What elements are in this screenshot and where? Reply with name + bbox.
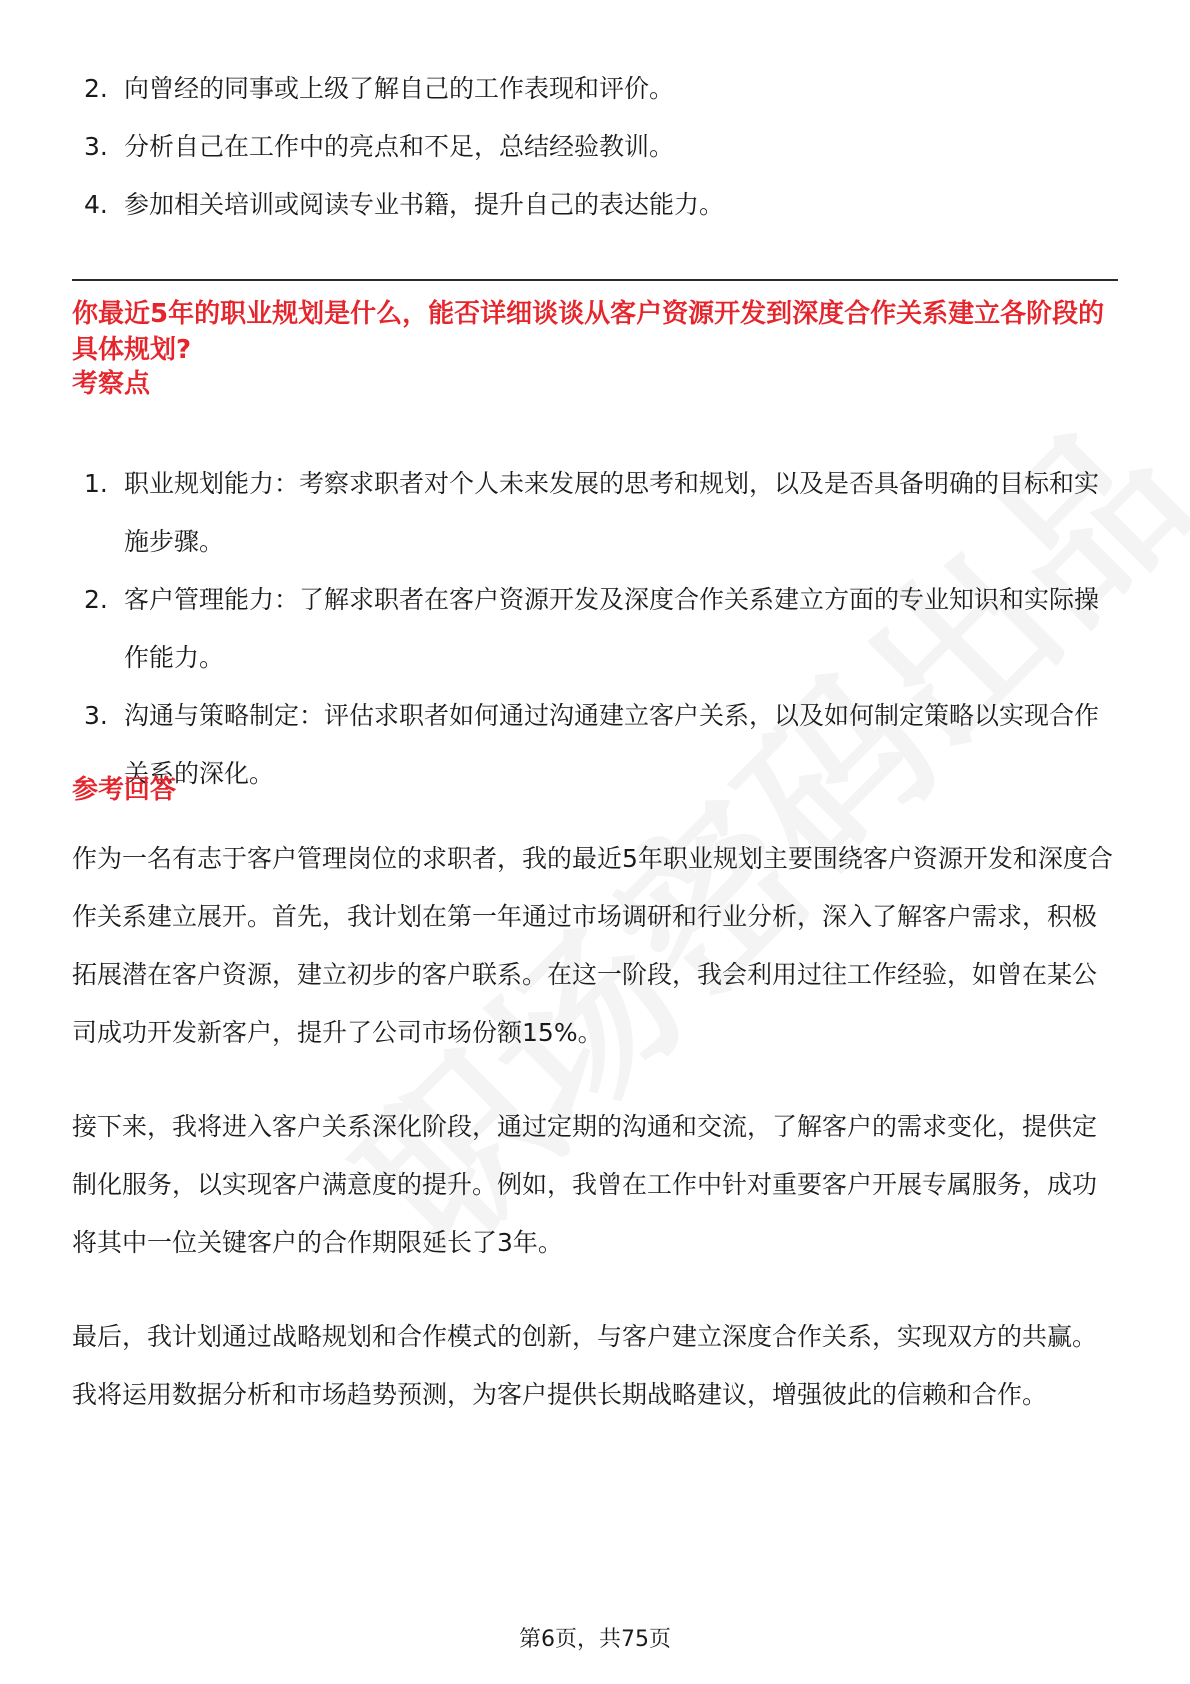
reference-answer-body <box>72 830 1118 1460</box>
list-number: 4. <box>84 190 108 219</box>
question-heading: 你最近5年的职业规划是什么，能否详细谈谈从客户资源开发到深度合作关系建立各阶段的具体规划? <box>72 299 1105 365</box>
list-number: 1. <box>84 469 108 498</box>
list-item <box>84 571 1118 687</box>
list-text: 向曾经的同事或上级了解自己的工作表现和评价。 <box>124 74 675 103</box>
page-footer: 第6页，共75页 <box>519 1627 671 1652</box>
examine-points-list <box>84 455 1118 803</box>
list-text: 职业规划能力：考察求职者对个人未来发展的思考和规划，以及是否具备明确的目标和实施步骤。 <box>124 469 1100 556</box>
list-item <box>84 176 1118 234</box>
list-number: 3. <box>84 701 108 730</box>
list-item <box>84 60 1118 118</box>
document-page <box>72 0 1118 1684</box>
list-text: 分析自己在工作中的亮点和不足，总结经验教训。 <box>124 132 675 161</box>
reference-answer-title: 参考回答 <box>72 775 177 805</box>
previous-list <box>84 60 1118 234</box>
list-item <box>84 455 1118 571</box>
list-number: 2. <box>84 585 108 614</box>
answer-paragraph: 最后，我计划通过战略规划和合作模式的创新，与客户建立深度合作关系，实现双方的共赢。我将运用数据分析和市场趋势预测，为客户提供长期战略建议，增强彼此的信赖和合作。 <box>72 1322 1098 1409</box>
answer-paragraph: 接下来，我将进入客户关系深化阶段，通过定期的沟通和交流，了解客户的需求变化，提供定制化服务，以实现客户满意度的提升。例如，我曾在工作中针对重要客户开展专属服务，成功将其中一位关键客户的合作期限延长了3年。 <box>72 1112 1098 1257</box>
answer-paragraph: 作为一名有志于客户管理岗位的求职者，我的最近5年职业规划主要围绕客户资源开发和深度合作关系建立展开。首先，我计划在第一年通过市场调研和行业分析，深入了解客户需求，积极拓展潜在客户资源，建立初步的客户联系。在这一阶段，我会利用过往工作经验，如曾在某公司成功开发新客户，提升了公司市场份额15%。 <box>72 844 1113 1047</box>
list-text: 客户管理能力：了解求职者在客户资源开发及深度合作关系建立方面的专业知识和实际操作能力。 <box>124 585 1100 672</box>
list-number: 2. <box>84 74 108 103</box>
list-number: 3. <box>84 132 108 161</box>
list-text: 参加相关培训或阅读专业书籍，提升自己的表达能力。 <box>124 190 725 219</box>
examine-points-title: 考察点 <box>72 369 151 399</box>
list-text: 沟通与策略制定：评估求职者如何通过沟通建立客户关系，以及如何制定策略以实现合作关系的深化。 <box>124 701 1100 788</box>
section-divider <box>72 279 1118 281</box>
list-item <box>84 118 1118 176</box>
list-item <box>84 687 1118 803</box>
